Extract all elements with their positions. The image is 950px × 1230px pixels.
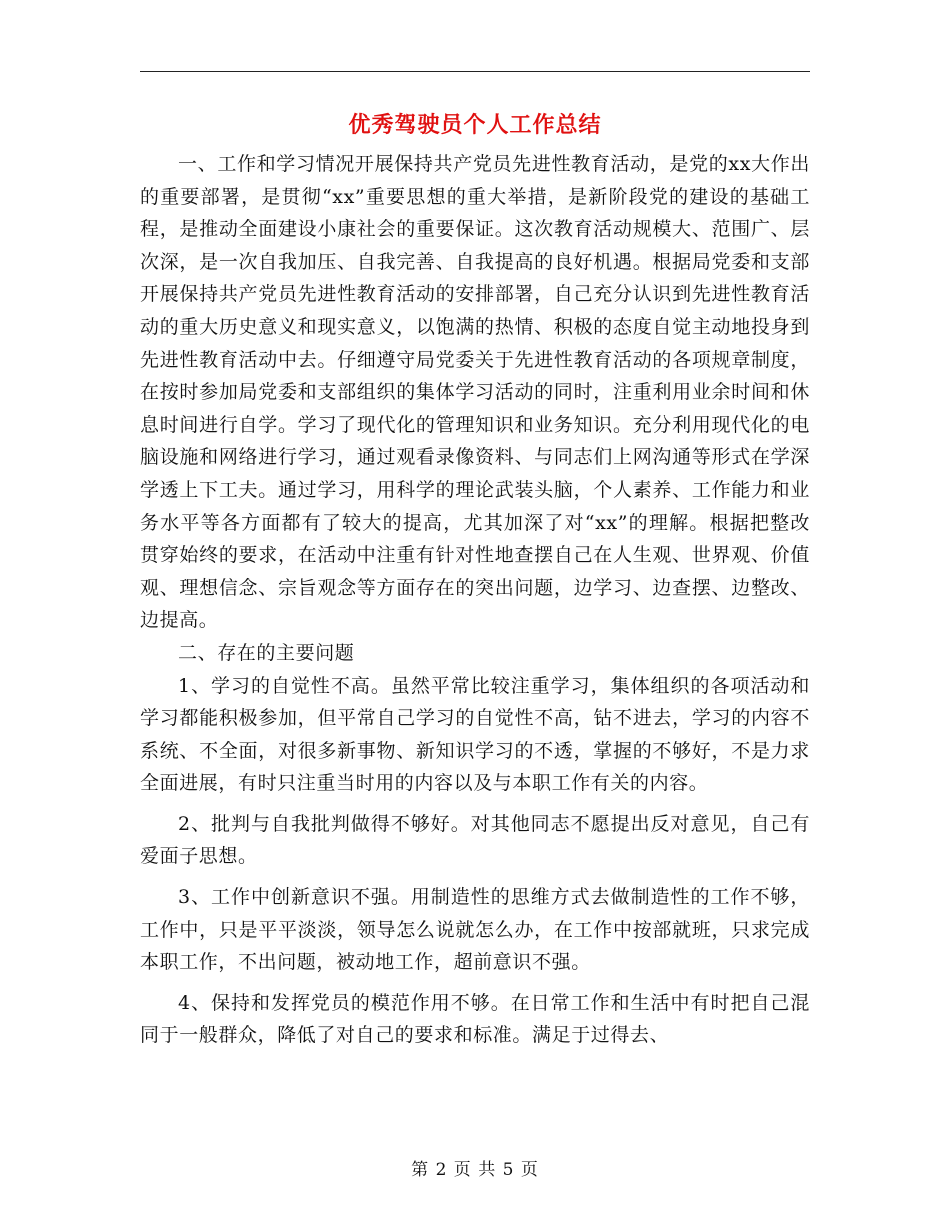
top-rule [140,71,810,72]
heading-main-problems: 二、存在的主要问题 [178,641,355,664]
page-footer: 第 2 页 共 5 页 [411,1160,539,1180]
paragraph-problem-1: 1、学习的自觉性不高。虽然平常比较注重学习，集体组织的各项活动和学习都能积极参加，但平常自己学习的自觉性不高，钻不进去，学习的内容不系统、不全面，对很多新事物、新知识学习的不透，掌握的不够好，不是力求全面进展，有时只注重当时用的内容以及与本职工作有关的内容。 [140,674,810,795]
document-title: 优秀驾驶员个人工作总结 [348,113,602,138]
paragraph-problem-4: 4、保持和发挥党员的模范作用不够。在日常工作和生活中有时把自己混同于一般群众，降低了对自己的要求和标准。满足于过得去、 [140,991,810,1047]
paragraph-problem-3: 3、工作中创新意识不强。用制造性的思维方式去做制造性的工作不够，工作中，只是平平淡淡，领导怎么说就怎么办，在工作中按部就班，只求完成本职工作，不出问题，被动地工作，超前意识不强。 [140,886,810,974]
paragraph-work-and-study: 一、工作和学习情况开展保持共产党员先进性教育活动，是党的xx大作出的重要部署，是贯彻“xx”重要思想的重大举措，是新阶段党的建设的基础工程，是推动全面建设小康社会的重要保证。这次教育活动规模大、范围广、层次深，是一次自我加压、自我完善、自我提高的良好机遇。根据局党委和支部开展保持共产党员先进性教育活动的安排部署，自己充分认识到先进性教育活动的重大历史意义和现实意义，以饱满的热情、积极的态度自觉主动地投身到先进性教育活动中去。仔细遵守局党委关于先进性教育活动的各项规章制度，在按时参加局党委和支部组织的集体学习活动的同时，注重利用业余时间和休息时间进行自学。学习了现代化的管理知识和业务知识。充分利用现代化的电脑设施和网络进行学习，通过观看录像资料、与同志们上网沟通等形式在学深学透上下工夫。通过学习，用科学的理论武装头脑，个人素养、工作能力和业务水平等各方面都有了较大的提高，尤其加深了对“xx”的理解。根据把整改贯穿始终的要求，在活动中注重有针对性地查摆自己在人生观、世界观、价值观、理想信念、宗旨观念等方面存在的突出问题，边学习、边查摆、边整改、边提高。 [140,153,810,632]
document-body [140,148,810,1052]
paragraph-problem-2: 2、批判与自我批判做得不够好。对其他同志不愿提出反对意见，自己有爱面子思想。 [140,812,810,868]
